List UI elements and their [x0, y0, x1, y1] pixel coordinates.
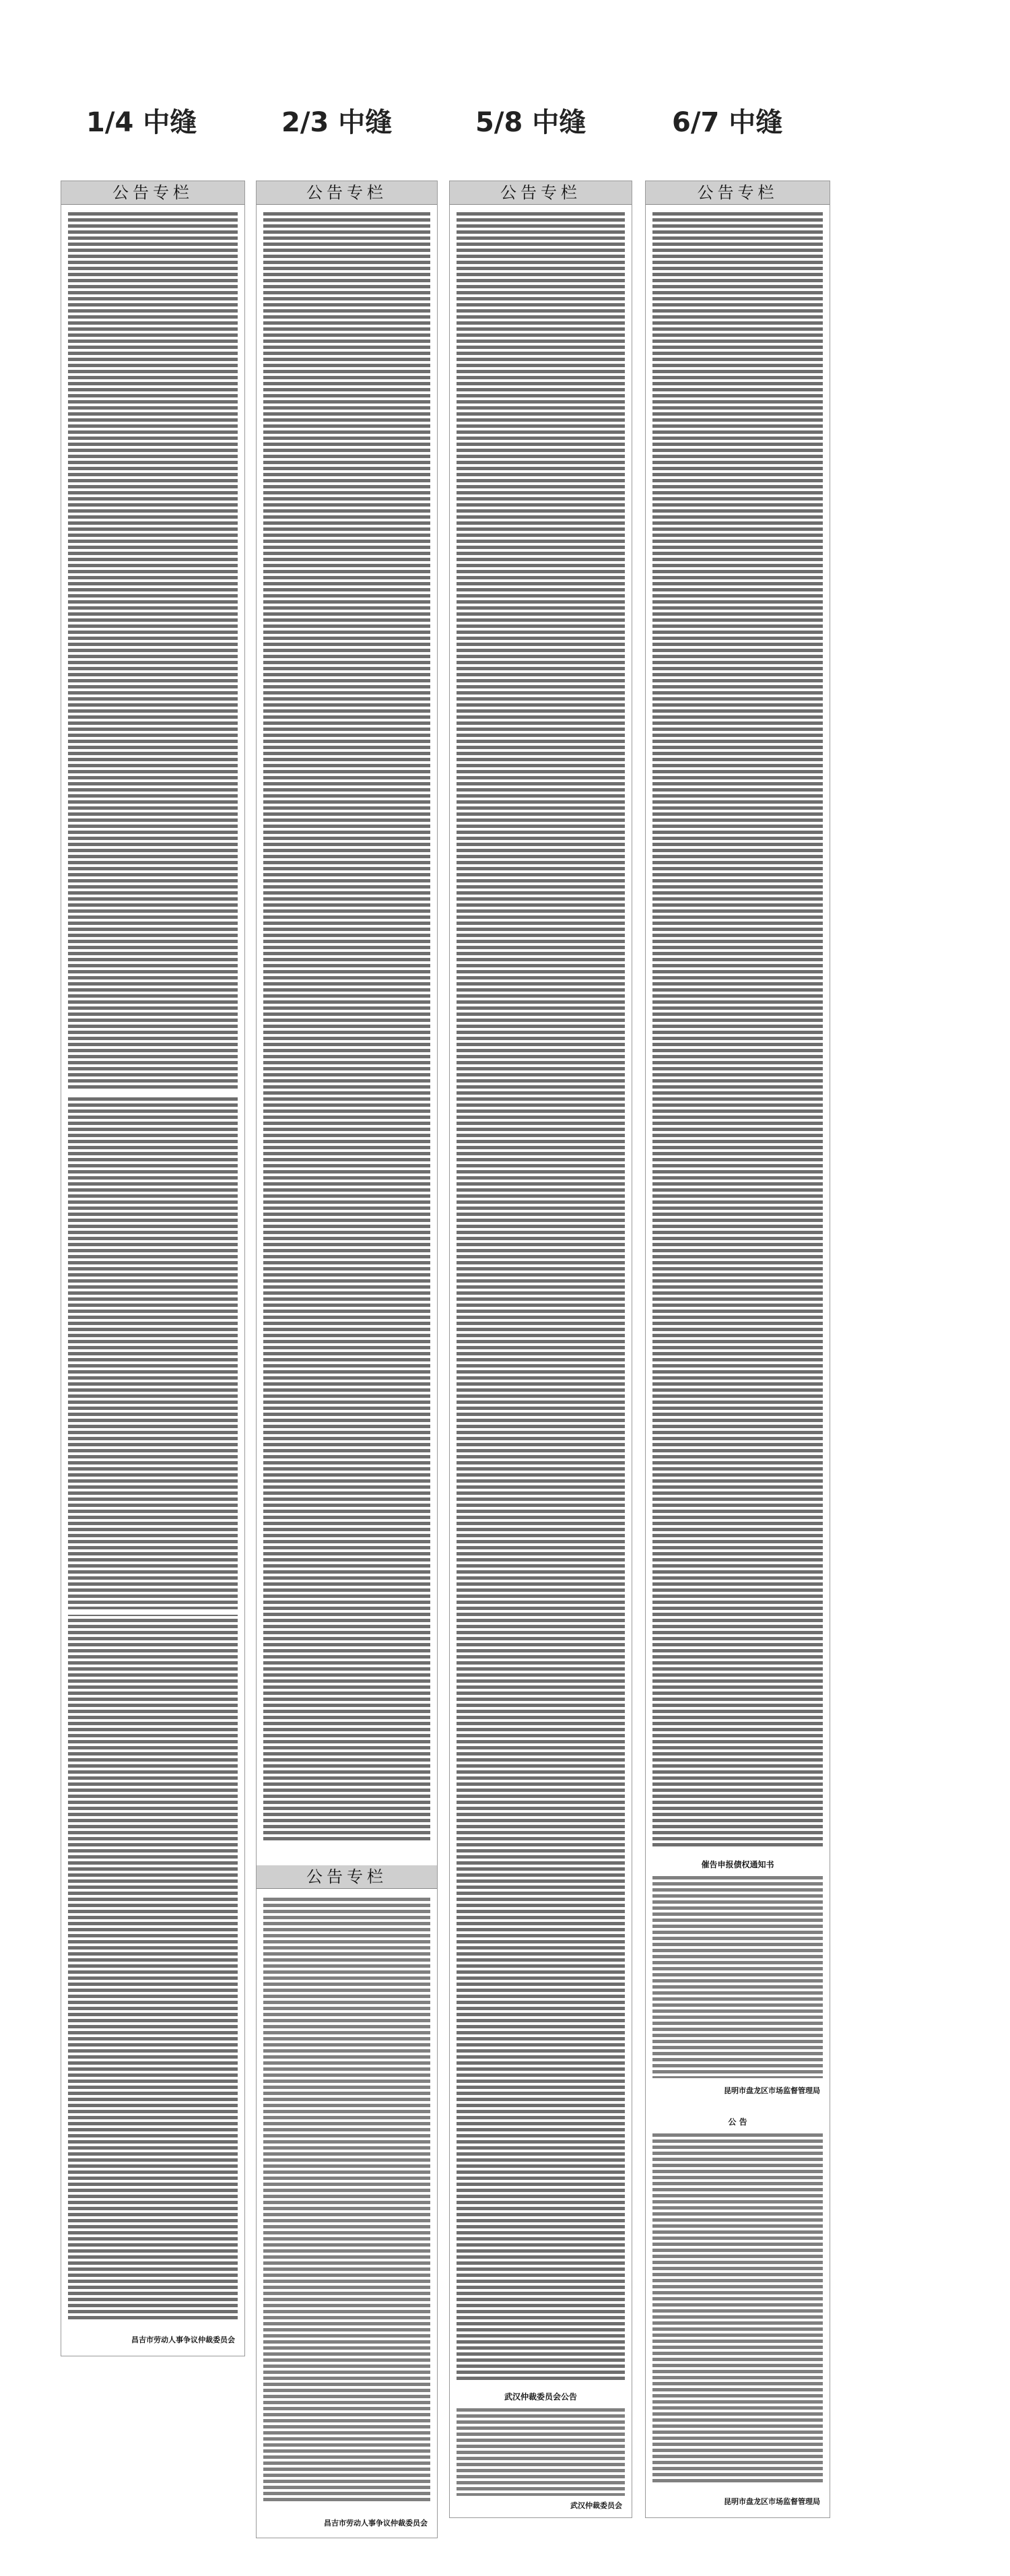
notice-text-block [263, 1898, 430, 2504]
notice-text-block [652, 1876, 823, 2078]
column-banner: 公告专栏 [257, 181, 437, 205]
notice-text-block [68, 212, 238, 2321]
notice-column-4 [645, 181, 830, 2518]
issuer-signature: 昆明市盘龙区市场监督管理局 [724, 2086, 820, 2095]
notice-text-block [263, 212, 430, 1842]
notice-column-3 [449, 181, 632, 2518]
column-banner: 公告专栏 [646, 181, 830, 205]
issuer-signature: 昆明市盘龙区市场监督管理局 [724, 2497, 820, 2506]
issuer-signature: 昌吉市劳动人事争议仲裁委员会 [324, 2519, 428, 2527]
issuer-signature: 昌吉市劳动人事争议仲裁委员会 [131, 2336, 235, 2344]
column-heading-3: 5/8 中缝 [475, 107, 586, 138]
notice-text-block [457, 212, 625, 2381]
notice-text-block [652, 2133, 823, 2484]
notice-text-block [652, 212, 823, 1849]
notice-column-1 [61, 181, 245, 2356]
notice-title: 武汉仲裁委员会公告 [504, 2392, 577, 2402]
notice-text-block [457, 2408, 625, 2496]
column-banner-second: 公告专栏 [257, 1865, 437, 1889]
column-heading-1: 1/4 中缝 [86, 107, 197, 138]
column-heading-2: 2/3 中缝 [281, 107, 393, 138]
notice-column-2 [256, 181, 438, 2538]
column-banner: 公告专栏 [61, 181, 244, 205]
column-banner: 公告专栏 [450, 181, 632, 205]
notice-title: 催告申报债权通知书 [701, 1860, 774, 1869]
column-heading-4: 6/7 中缝 [672, 107, 783, 138]
issuer-signature: 武汉仲裁委员会 [570, 2501, 622, 2510]
notice-title: 公 告 [728, 2117, 747, 2127]
